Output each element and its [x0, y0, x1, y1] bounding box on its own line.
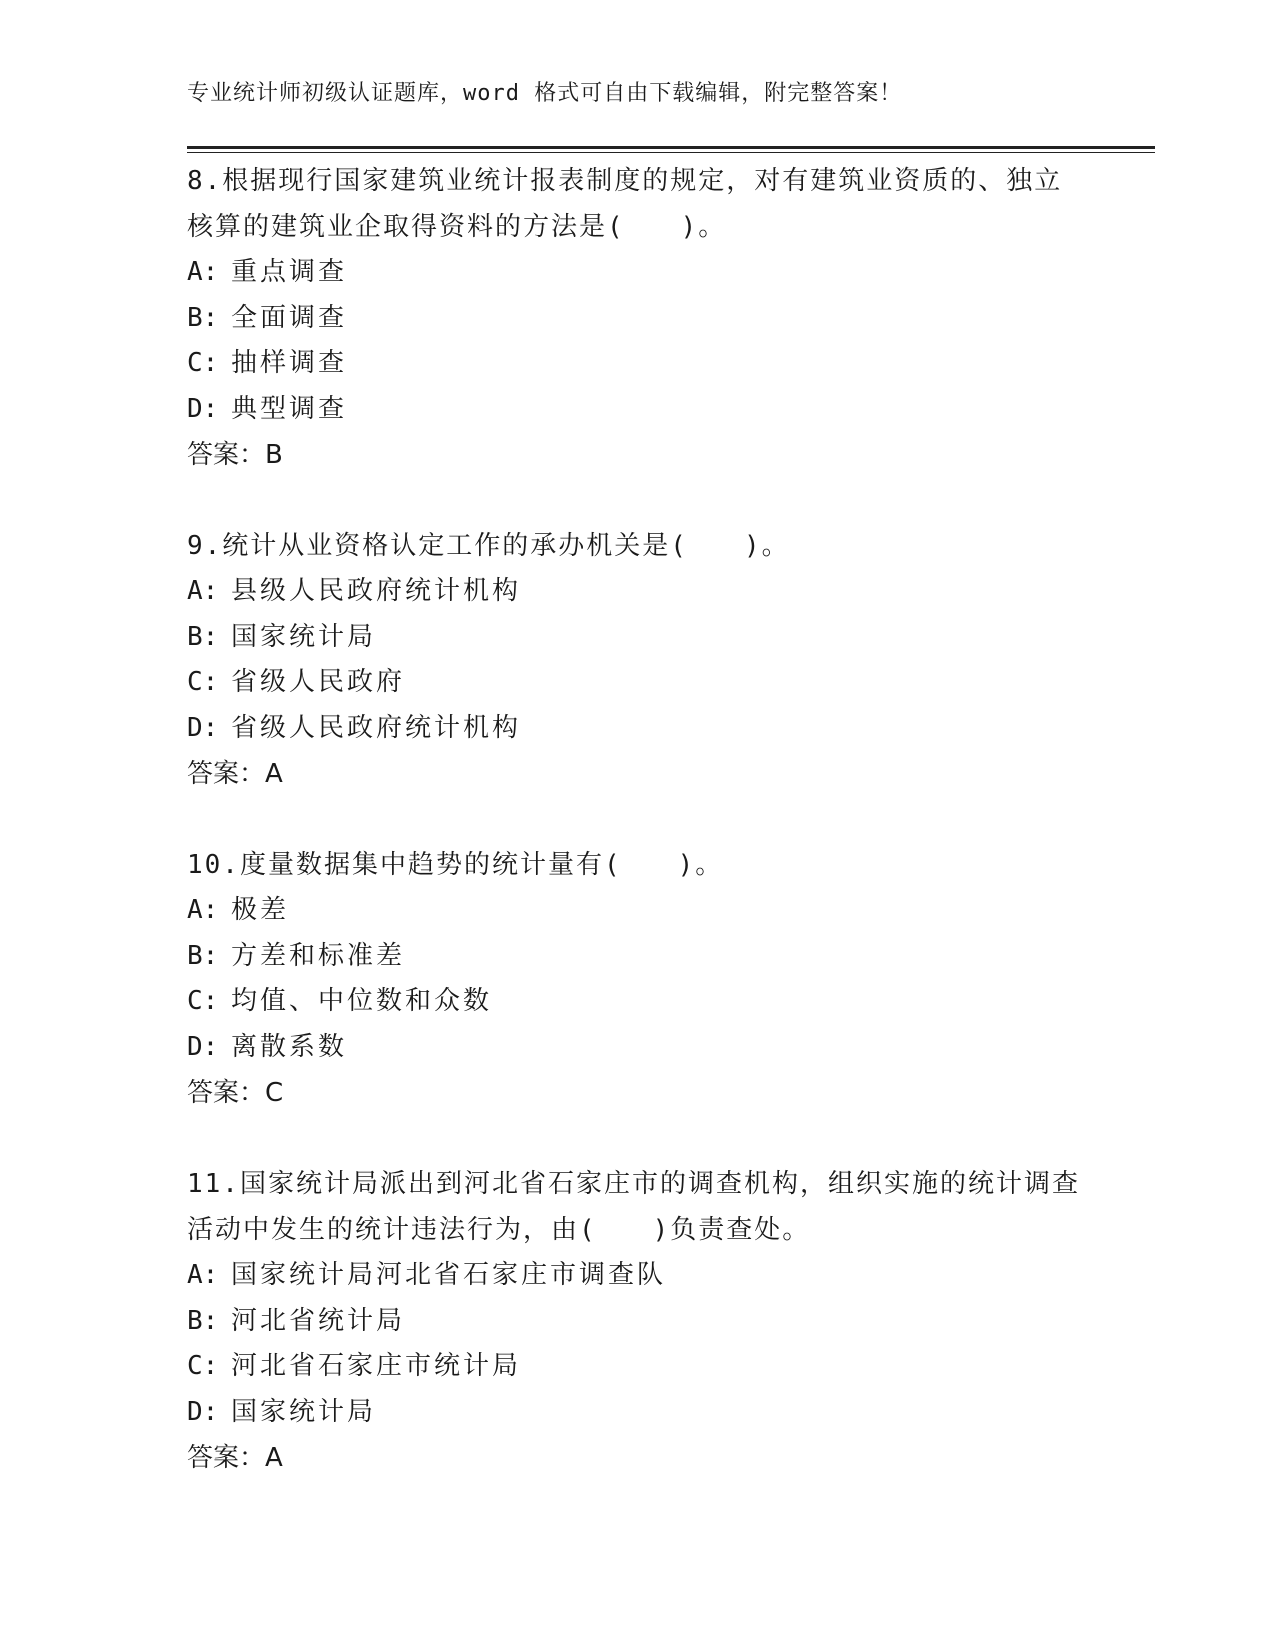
option-letter: B: [187, 1305, 219, 1336]
option-c [187, 660, 1087, 706]
header-divider [187, 146, 1155, 153]
option-a [187, 569, 1087, 615]
option-text: 重点调查 [231, 257, 348, 287]
answer-line: 答案：A [187, 759, 283, 789]
question-11 [187, 1161, 1087, 1481]
option-letter: C: [187, 348, 219, 378]
option-text: 抽样调查 [231, 348, 348, 378]
question-stem: 10.度量数据集中趋势的统计量有( )。 [187, 850, 724, 880]
option-letter: D: [187, 1031, 219, 1062]
option-a [187, 1253, 1087, 1299]
option-c [187, 1344, 1087, 1390]
option-text: 典型调查 [231, 393, 348, 424]
option-text: 极差 [231, 895, 290, 925]
option-letter: A: [187, 1260, 219, 1290]
question-list [187, 158, 1087, 1526]
option-d [187, 1390, 1087, 1436]
option-text: 河北省统计局 [231, 1305, 406, 1336]
option-letter: A: [187, 257, 219, 287]
option-b [187, 934, 1087, 980]
answer-line: 答案：B [187, 440, 283, 470]
question-stem: 8.根据现行国家建筑业统计报表制度的规定，对有建筑业资质的、独立核算的建筑业企取得资料的方法是( )。 [187, 166, 1063, 242]
option-letter: C: [187, 667, 219, 697]
option-text: 河北省石家庄市统计局 [231, 1351, 522, 1381]
question-9 [187, 523, 1087, 797]
option-d [187, 1025, 1087, 1071]
answer-line: 答案：C [187, 1078, 284, 1108]
question-stem: 11.国家统计局派出到河北省石家庄市的调查机构，组织实施的统计调查活动中发生的统计违法行为，由( )负责查处。 [187, 1169, 1080, 1245]
question-stem: 9.统计从业资格认定工作的承办机关是( )。 [187, 531, 790, 561]
option-text: 均值、中位数和众数 [231, 986, 493, 1016]
option-d [187, 706, 1087, 752]
option-d [187, 387, 1087, 433]
option-letter: B: [187, 621, 219, 652]
option-letter: A: [187, 895, 219, 925]
option-text: 省级人民政府 [231, 667, 406, 697]
option-c [187, 341, 1087, 387]
option-text: 国家统计局 [231, 621, 377, 652]
option-letter: C: [187, 1351, 219, 1381]
option-a [187, 250, 1087, 296]
option-text: 方差和标准差 [231, 940, 406, 971]
option-b [187, 1299, 1087, 1345]
option-text: 县级人民政府统计机构 [231, 576, 522, 606]
option-letter: D: [187, 712, 219, 743]
option-c [187, 979, 1087, 1025]
option-text: 国家统计局河北省石家庄市调查队 [231, 1260, 667, 1290]
option-text: 全面调查 [231, 302, 348, 333]
option-letter: A: [187, 576, 219, 606]
option-letter: B: [187, 940, 219, 971]
option-a [187, 888, 1087, 934]
option-text: 省级人民政府统计机构 [231, 712, 522, 743]
option-letter: D: [187, 393, 219, 424]
option-text: 国家统计局 [231, 1396, 377, 1427]
page-header: 专业统计师初级认证题库，word 格式可自由下载编辑，附完整答案！ [187, 81, 903, 106]
question-8 [187, 158, 1087, 478]
option-text: 离散系数 [231, 1031, 348, 1062]
question-10 [187, 842, 1087, 1116]
option-letter: D: [187, 1396, 219, 1427]
answer-line: 答案：A [187, 1443, 283, 1473]
option-letter: B: [187, 302, 219, 333]
option-letter: C: [187, 986, 219, 1016]
option-b [187, 615, 1087, 661]
option-b [187, 296, 1087, 342]
